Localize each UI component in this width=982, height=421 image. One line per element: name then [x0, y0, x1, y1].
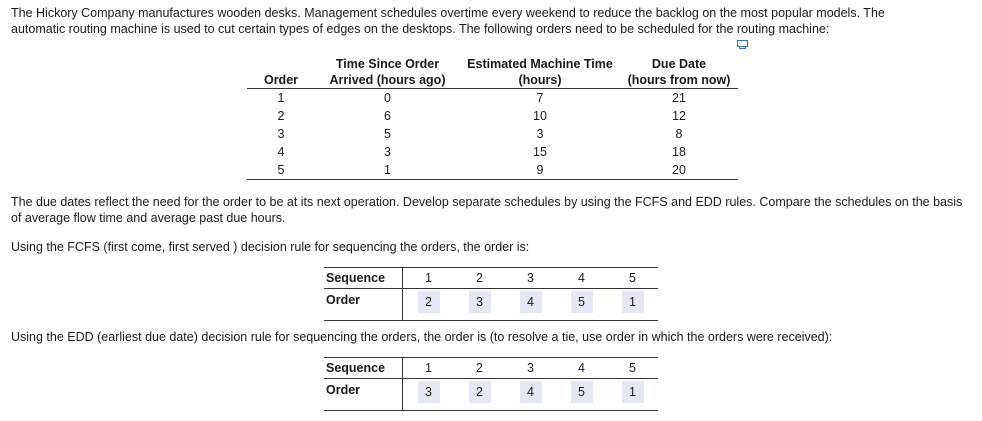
edd-order-cell	[403, 379, 455, 411]
header-time-since-order	[315, 55, 460, 89]
edd-order-answer-field[interactable]: 3	[418, 381, 440, 403]
fcfs-sequence-label: Sequence	[324, 268, 403, 289]
machine-time-cell: 15	[533, 145, 547, 159]
edd-intro: Using the EDD (earliest due date) decision rule for sequencing the orders, the order is (to resolve a tie, use order in which the orders were received):	[11, 330, 833, 344]
fcfs-sequence-table	[324, 267, 658, 321]
fcfs-sequence-number: 4	[556, 268, 607, 289]
time-since-order-cell: 1	[315, 161, 460, 180]
orders-row	[247, 143, 738, 161]
fcfs-sequence-number: 1	[403, 268, 455, 289]
fcfs-sequence-number: 3	[505, 268, 556, 289]
copy-icon[interactable]	[737, 40, 749, 50]
fcfs-order-cell	[607, 289, 658, 321]
fcfs-order-cell	[556, 289, 607, 321]
edd-order-answer-field[interactable]: 4	[520, 381, 542, 403]
fcfs-order-cell	[454, 289, 505, 321]
machine-time-cell: 10	[533, 109, 547, 123]
orders-row	[247, 161, 738, 180]
edd-sequence-label: Sequence	[324, 358, 403, 379]
fcfs-order-answer-field[interactable]: 2	[418, 291, 440, 313]
edd-order-cell	[556, 379, 607, 411]
edd-order-label: Order	[324, 379, 403, 411]
fcfs-order-cell	[403, 289, 455, 321]
due-date-cell: 20	[620, 161, 738, 180]
fcfs-sequence-number: 5	[607, 268, 658, 289]
fcfs-order-answer-field[interactable]: 1	[622, 291, 644, 313]
orders-row	[247, 125, 738, 143]
header-due-date	[620, 55, 738, 89]
edd-order-cell	[607, 379, 658, 411]
edd-sequence-number: 5	[607, 358, 658, 379]
due-date-cell: 8	[675, 127, 683, 141]
time-since-order-cell: 5	[384, 127, 391, 141]
fcfs-order-answer-field[interactable]: 5	[571, 291, 593, 313]
time-since-order-cell: 3	[384, 145, 391, 159]
due-date-note: The due dates reflect the need for the order to be at its next operation. Develop separate schedules by using the FCFS and EDD rules. Compare the schedules on the basis of average flow time and average past due hours.	[11, 195, 963, 225]
orders-header-row	[247, 55, 738, 89]
fcfs-order-cell	[505, 289, 556, 321]
fcfs-sequence-number: 2	[454, 268, 505, 289]
edd-sequence-table	[324, 357, 658, 411]
due-date-cell: 12	[672, 109, 686, 123]
machine-time-cell: 7	[536, 91, 544, 105]
edd-sequence-number: 2	[454, 358, 505, 379]
machine-time-cell: 3	[536, 127, 544, 141]
edd-order-answer-field[interactable]: 2	[469, 381, 491, 403]
orders-row	[247, 107, 738, 125]
order-number-cell: 1	[277, 91, 285, 105]
edd-sequence-number: 4	[556, 358, 607, 379]
machine-time-cell: 9	[460, 161, 620, 180]
fcfs-order-label: Order	[324, 289, 403, 321]
orders-table	[247, 55, 738, 180]
order-number-cell: 2	[277, 109, 285, 123]
order-number-cell: 3	[277, 127, 285, 141]
fcfs-order-answer-field[interactable]: 4	[520, 291, 542, 313]
due-date-cell: 18	[672, 145, 686, 159]
due-date-cell: 21	[672, 91, 686, 105]
edd-order-answer-field[interactable]: 1	[622, 381, 644, 403]
time-since-order-cell: 0	[384, 91, 391, 105]
header-due-date-text: Due Date (hours from now)	[627, 57, 731, 87]
fcfs-intro: Using the FCFS (first come, first served ) decision rule for sequencing the orders, the order is:	[11, 240, 530, 254]
edd-sequence-number: 3	[505, 358, 556, 379]
fcfs-order-row	[324, 289, 658, 321]
time-since-order-cell: 6	[384, 109, 391, 123]
header-time-since-order-text: Time Since Order Arrived (hours ago)	[329, 57, 446, 87]
edd-order-answer-field[interactable]: 5	[571, 381, 593, 403]
intro-paragraph: The Hickory Company manufactures wooden desks. Management schedules overtime every weekend to reduce the backlog on the most popular models. The automatic routing machine is used to cut certain types of edges on the desktops. The following orders need to be scheduled for the routing machine:	[11, 6, 885, 36]
edd-order-cell	[454, 379, 505, 411]
header-order: Order	[247, 55, 315, 89]
order-number-cell: 5	[247, 161, 315, 180]
edd-sequence-row	[324, 358, 658, 379]
fcfs-order-answer-field[interactable]: 3	[469, 291, 491, 313]
orders-row	[247, 89, 738, 108]
header-machine-time	[460, 55, 620, 89]
edd-order-cell	[505, 379, 556, 411]
edd-sequence-number: 1	[403, 358, 455, 379]
header-machine-time-text: Estimated Machine Time (hours)	[467, 57, 613, 87]
fcfs-sequence-row	[324, 268, 658, 289]
edd-order-row	[324, 379, 658, 411]
order-number-cell: 4	[277, 145, 285, 159]
